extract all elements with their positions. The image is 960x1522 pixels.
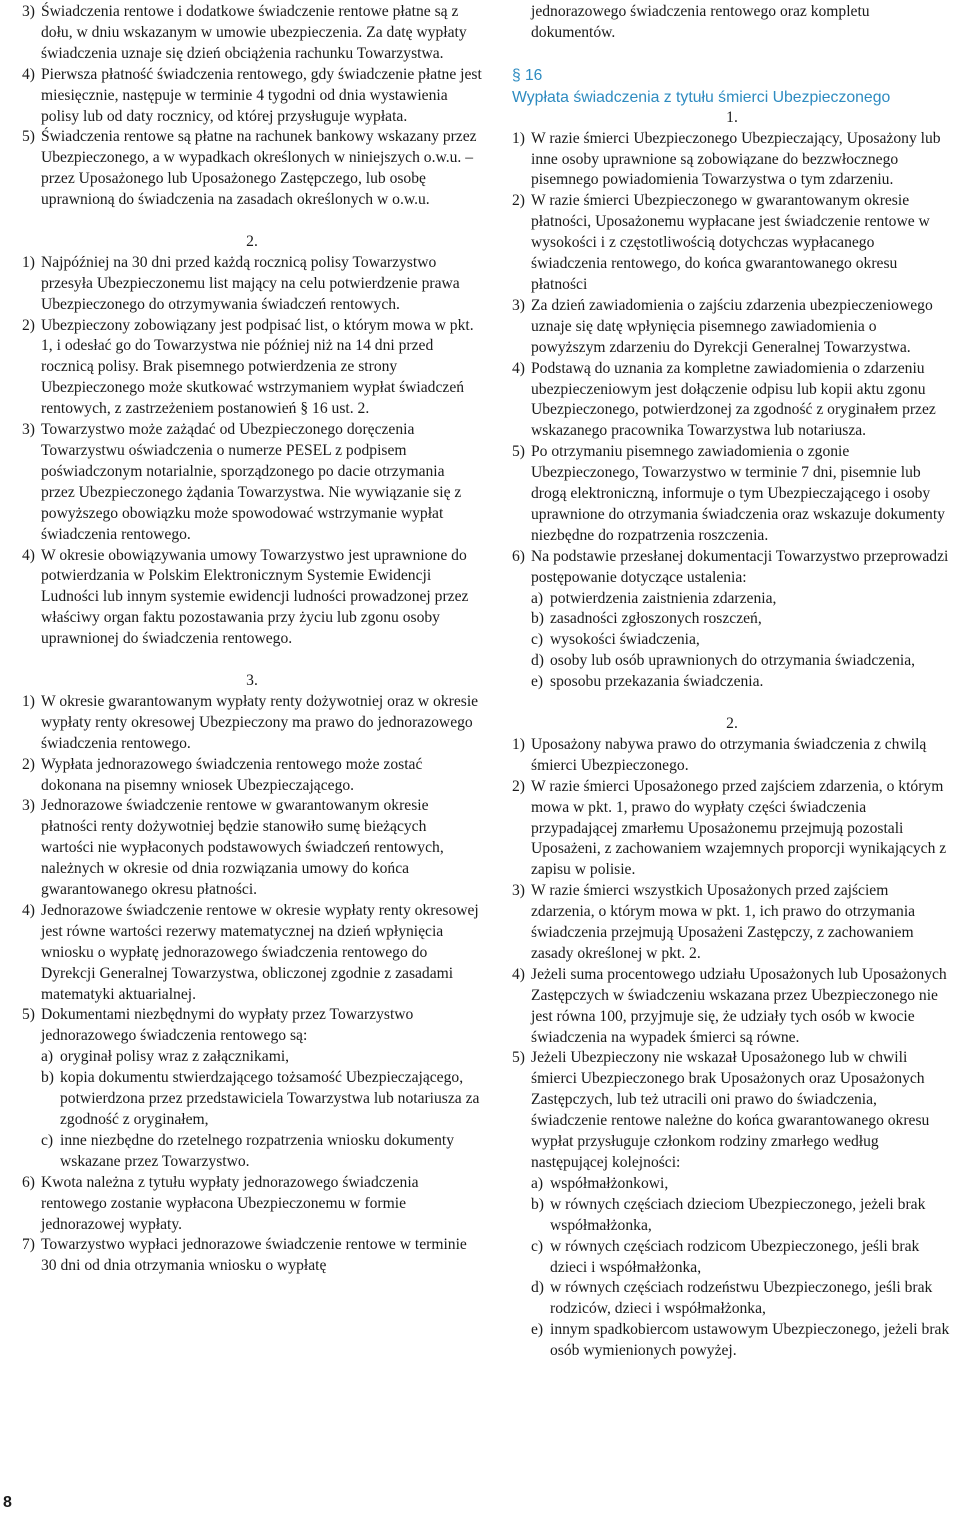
p16-s1-item-3: 3) Za dzień zawiadomienia o zajściu zdarzenia ubezpieczeniowego uznaje się datę wpłynięcia pisemnego zawiadomienia o powyższym zdarzeniu do Dyrekcji Generalnej Towarzystwa.: [512, 296, 933, 356]
section-3-item-3: 3) Jednorazowe świadczenie rentowe w gwarantowanym okresie płatności renty dożywotniej będzie stanowiło sumę bieżących wartości nie wypłaconych podstawowych świadczeń rentowych, należnych w okresie od dnia rozwiązania umowy do końca gwarantowanego okresu płatności.: [22, 797, 444, 899]
section-3-item-7: 7) Towarzystwo wypłaci jednorazowe świadczenie rentowe w terminie 30 dni od dnia otrzymania wniosku o wypłatę: [22, 1236, 467, 1275]
section-2-list: [22, 253, 482, 650]
p16-s1-item-6: 6) Na podstawie przesłanej dokumentacji Towarzystwo przeprowadzi postępowanie dotyczące ustalenia:: [512, 547, 949, 586]
section-number-1: 1.: [726, 108, 738, 126]
section-3-item-5: 5) Dokumentami niezbędnymi do wypłaty przez Towarzystwo jednorazowego świadczenia rentowego są:: [22, 1006, 414, 1045]
section-3-item-5-sub-a: a) oryginał polisy wraz z załącznikami,: [41, 1048, 290, 1066]
paragraph-16-section-2-list: [512, 735, 952, 1362]
section-3-list: [22, 692, 482, 1277]
paragraph-16-section-1-list: [512, 129, 952, 693]
section-3-item-2: 2) Wypłata jednorazowego świadczenia rentowego może zostać dokonana na pisemny wniosek Ubezpieczającego.: [22, 755, 423, 794]
p16-s2-item-5-sub-a: a) współmałżonkowi,: [531, 1174, 669, 1192]
section-3-item-6: 6) Kwota należna z tytułu wypłaty jednorazowego świadczenia rentowego zostanie wypłacona Ubezpieczonemu w formie jednorazowej wypłaty.: [22, 1173, 419, 1233]
p16-s2-item-5-sub-b: b) w równych częściach dzieciom Ubezpieczonego, jeżeli brak współmałżonka,: [531, 1195, 926, 1234]
section-number-2: 2.: [246, 232, 258, 250]
p16-s2-item-4: 4) Jeżeli suma procentowego udziału Uposażonych lub Uposażonych Zastępczych w świadczeniu wskazana przez Ubezpieczonego nie jest równa 100, przyjmuje się, że udziały tych osób w kwocie świadczenia na wypadek śmierci są równe.: [512, 965, 947, 1046]
p16-s1-item-6-sub-c: c) wysokości świadczenia,: [531, 631, 700, 649]
paragraph-title: Wypłata świadczenia z tytułu śmierci Ubezpieczonego: [512, 88, 891, 106]
p16-s2-item-1: 1) Uposażony nabywa prawo do otrzymania świadczenia z chwilą śmierci Ubezpieczonego.: [512, 735, 927, 774]
section-2-item-2: 2) Ubezpieczony zobowiązany jest podpisać list, o którym mowa w pkt. 1, i odesłać go do Towarzystwa nie później niż na 14 dni przed rocznicą polisy. Brak pisemnego potwierdzenia ze strony Ubezpieczonego może skutkować wstrzymaniem wypłat świadczeń rentowych, z zastrzeżeniem postanowień § 16 ust. 2.: [22, 316, 474, 418]
p16-s2-item-5: 5) Jeżeli Ubezpieczony nie wskazał Uposażonego lub w chwili śmierci Ubezpieczonego brak Uposażonych oraz Uposażonych Zastępczych, lub też utracili oni prawo do świadczenia, świadczenie rentowe należne do końca gwarantowanego okresu wypłat przysługuje członkom rodziny zmarłego według następującej kolejności:: [512, 1049, 930, 1172]
p16-s1-item-4: 4) Podstawą do uznania za kompletne zawiadomienia o zdarzeniu ubezpieczeniowym jest dołączenie odpisu lub kopii aktu zgonu Ubezpieczonego, potwierdzonej za zgodność z oryginałem przez wskazanego pracownika Towarzystwa lub notariusza.: [512, 359, 936, 440]
p16-s1-item-6-sub-e: e) sposobu przekazania świadczenia.: [531, 673, 764, 691]
section-2-item-4: 4) W okresie obowiązywania umowy Towarzystwo jest uprawnione do potwierdzania w Polskim Elektronicznym Systemie Ewidencji Ludności lub innym systemie ewidencji ludności prowadzonej przez właściwy organ faktu pozostawania przy życiu lub zgonu osoby uprawnionej do świadczenia rentowego.: [22, 546, 469, 648]
section-2-item-1: 1) Najpóźniej na 30 dni przed każdą rocznicą polisy Towarzystwo przesyła Ubezpieczonemu list mający na celu potwierdzenie prawa Ubezpieczonego do otrzymywania świadczeń rentowych.: [22, 253, 460, 313]
section-number-2-right: 2.: [726, 714, 738, 732]
p16-s1-item-1: 1) W razie śmierci Ubezpieczonego Ubezpieczający, Uposażony lub inne osoby uprawnione są zobowiązane do bezzwłocznego pisemnego powiadomienia Towarzystwa o tym zdarzeniu.: [512, 129, 941, 189]
intro-item-4: 4) Pierwsza płatność świadczenia rentowego, gdy świadczenie płatne jest miesięcznie, następuje w terminie 4 tygodni od dnia wystawienia polisy lub od daty rocznicy, od której przysługuje wypłata.: [22, 65, 482, 125]
p16-s2-item-5-sub-e: e) innym spadkobiercom ustawowym Ubezpieczonego, jeżeli brak osób wymienionych powyżej.: [531, 1321, 950, 1360]
section-3-item-1: 1) W okresie gwarantowanym wypłaty renty dożywotniej oraz w okresie wypłaty renty okresowej Ubezpieczony ma prawo do jednorazowego świadczenia rentowego.: [22, 692, 479, 752]
p16-s2-item-2: 2) W razie śmierci Uposażonego przed zajściem zdarzenia, o którym mowa w pkt. 1, prawo do wypłaty części świadczenia przypadającej zmarłemu Uposażonemu przejmują pozostali Uposażeni, z zachowaniem wzajemnych proporcji wynikających z zapisu w polisie.: [512, 777, 947, 879]
p16-s2-item-3: 3) W razie śmierci wszystkich Uposażonych przed zajściem zdarzenia, o którym mowa w pkt. 1, ich prawo do otrzymania świadczenia przejmują Uposażeni Zastępczy, z zachowaniem zasady określonej w pkt. 2.: [512, 882, 916, 962]
p16-s1-item-2: 2) W razie śmierci Ubezpieczonego w gwarantowanym okresie płatności, Uposażonemu wypłacane jest świadczenie rentowe w wysokości i z częstotliwością dotychczas wypłacanego świadczenia rentowego, do końca gwarantowanego okresu płatności: [512, 192, 930, 293]
p16-s1-item-5: 5) Po otrzymaniu pisemnego zawiadomienia o zgonie Ubezpieczonego, Towarzystwo w terminie 7 dni, pisemnie lub drogą elektroniczną, informuje o tym Ubezpieczającego i osoby uprawnione do otrzymania świadczenia oraz wskazuje dokumenty niezbędne do rozpatrzenia roszczenia.: [512, 443, 945, 544]
p16-s1-item-6-sub-b: b) zasadności zgłoszonych roszczeń,: [531, 610, 762, 628]
section-3-item-5-sub-c: c) inne niezbędne do rzetelnego rozpatrzenia wniosku dokumenty wskazane przez Towarzystwo.: [41, 1131, 455, 1170]
intro-item-3: 3) Świadczenia rentowe i dodatkowe świadczenie rentowe płatne są z dołu, w dniu wskazanym w umowie ubezpieczenia. Za datę wypłaty świadczenia uznaje się dzień obciążenia rachunku Towarzystwa.: [22, 3, 467, 62]
intro-item-5: 5) Świadczenia rentowe są płatne na rachunek bankowy wskazany przez Ubezpieczonego, a w wypadkach określonych w niniejszych o.w.u. – przez Uposażonego lub Uposażonego Zastępczego, lub osobę uprawnioną do świadczenia na zasadach określonych w o.w.u.: [22, 128, 477, 209]
p16-s2-item-5-sub-d: d) w równych częściach rodzeństwu Ubezpieczonego, jeśli brak rodziców, dzieci i współmałżonka,: [531, 1279, 933, 1318]
right-column: [512, 2, 952, 1362]
section-number-3: 3.: [246, 671, 258, 689]
p16-s1-item-6-sub-a: a) potwierdzenia zaistnienia zdarzenia,: [531, 589, 777, 607]
left-column: [22, 2, 482, 1277]
section-3-item-4: 4) Jednorazowe świadczenie rentowe w okresie wypłaty renty okresowej jest równe wartości rezerwy matematycznej na dzień wpłynięcia wniosku o wypłatę jednorazowego świadczenia rentowego do Dyrekcji Generalnej Towarzystwa, obliczonej zgodnie z zasadami matematyki aktuarialnej.: [22, 901, 479, 1003]
paragraph-label: § 16: [512, 66, 543, 84]
p16-s2-item-5-sub-c: c) w równych częściach rodzicom Ubezpieczonego, jeśli brak dzieci i współmałżonka,: [531, 1237, 920, 1276]
intro-list: [22, 2, 482, 211]
continuation-text: jednorazowego świadczenia rentowego oraz kompletu dokumentów.: [531, 3, 870, 41]
section-2-item-3: 3) Towarzystwo może zażądać od Ubezpieczonego doręczenia Towarzystwu oświadczenia o numerze PESEL z podpisem poświadczonym notarialnie, sporządzonego po dacie otrzymania przez Ubezpieczonego żądania Towarzystwa. Nie wywiązanie się z powyższego obowiązku może spowodować wstrzymanie wypłat świadczenia rentowego.: [22, 421, 462, 543]
p16-s1-item-6-sub-d: d) osoby lub osób uprawnionych do otrzymania świadczenia,: [531, 652, 916, 670]
page-number: 8: [3, 1494, 12, 1511]
section-3-item-5-sub-b: b) kopia dokumentu stwierdzającego tożsamość Ubezpieczającego, potwierdzona przez przedstawiciela Towarzystwa lub notariusza za zgodność z oryginałem,: [41, 1069, 480, 1128]
